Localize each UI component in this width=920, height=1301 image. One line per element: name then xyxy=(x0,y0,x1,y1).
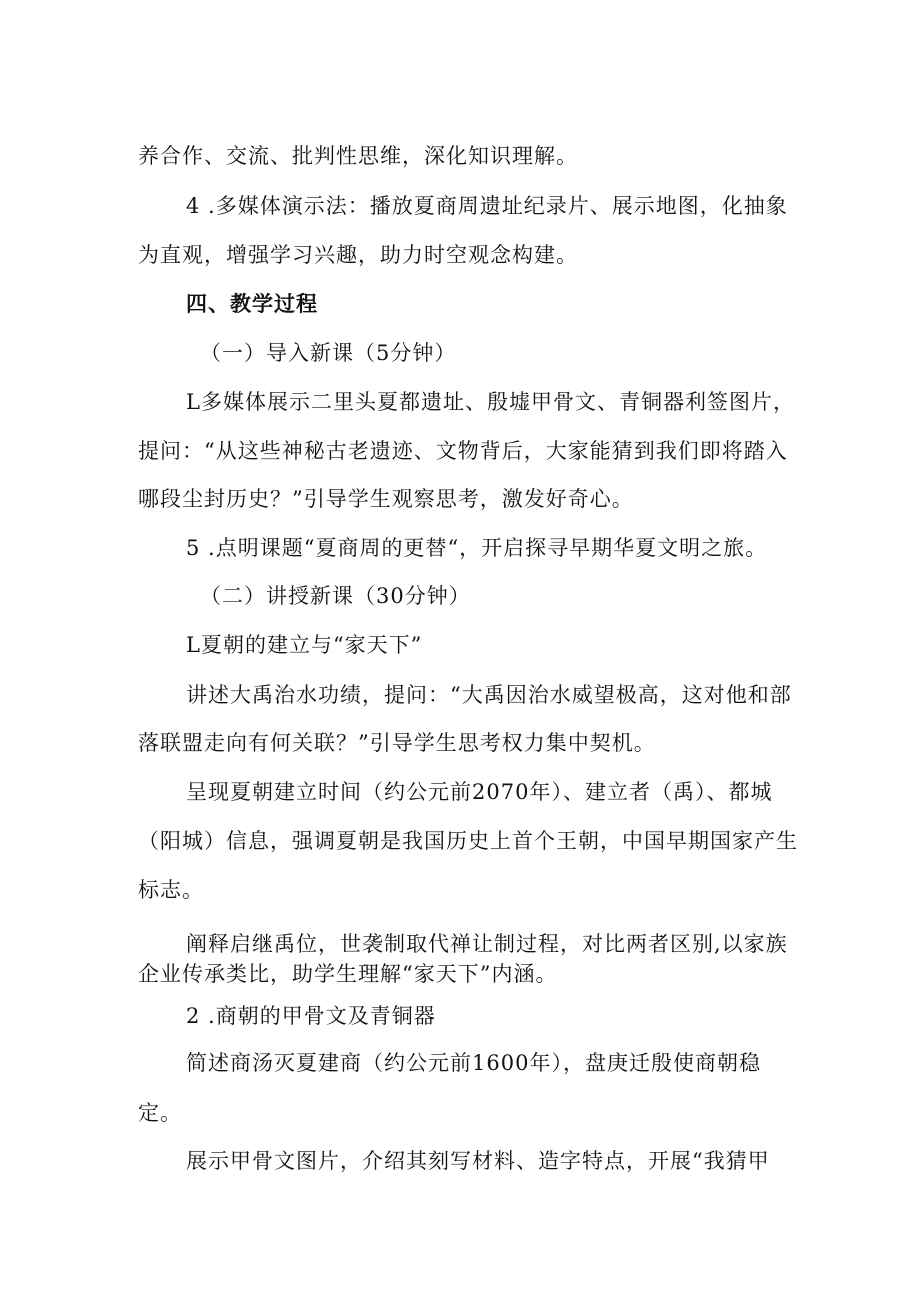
text-line-18: 企业传承类比，助学生理解“家天下”内涵。 xyxy=(138,962,558,986)
text-line-17: 阐释启继禹位，世袭制取代禅让制过程，对比两者区别,以家族 xyxy=(186,932,788,956)
text-line-6: L多媒体展示二里头夏都遗址、殷墟甲骨文、青铜器利签图片， xyxy=(186,390,795,414)
section-heading: 四、教学过程 xyxy=(186,292,318,316)
text-line-3: 为直观，增强学习兴趣，助力时空观念构建。 xyxy=(138,243,578,267)
subsection-heading-2: （二）讲授新课（30分钟） xyxy=(200,584,471,608)
text-line-13: 落联盟走向有何关联？”引导学生思考权力集中契机。 xyxy=(138,731,656,755)
text-line-20: 简述商汤灭夏建商（约公元前1600年），盘庚迁殷使商朝稳 xyxy=(186,1051,761,1075)
text-line-14: 呈现夏朝建立时间（约公元前2070年）、建立者（禹）、都城 xyxy=(186,780,773,804)
text-line-2: 4 .多媒体演示法：播放夏商周遗址纪录片、展示地图，化抽象 xyxy=(186,194,788,218)
text-line-16: 标志。 xyxy=(138,878,204,902)
text-line-21: 定。 xyxy=(138,1101,182,1125)
subsection-heading-1: （一）导入新课（5分钟） xyxy=(200,341,457,365)
text-line-8: 哪段尘封历史？”引导学生观察思考，激发好奇心。 xyxy=(138,487,634,511)
text-line-9: 5 .点明课题“夏商周的更替“，开启探寻早期华夏文明之旅。 xyxy=(186,536,768,560)
text-line-12: 讲述大禹治水功绩，提问：“大禹因治水威望极高，这对他和部 xyxy=(186,683,792,707)
text-line-19: 2 .商朝的甲骨文及青铜器 xyxy=(186,1004,436,1028)
text-line-7: 提问：“从这些神秘古老遗迹、文物背后，大家能猜到我们即将踏入 xyxy=(138,439,788,463)
text-line-15: （阳城）信息，强调夏朝是我国历史上首个王朝，中国早期国家产生 xyxy=(138,829,798,853)
text-line-1: 养合作、交流、批判性思维，深化知识理解。 xyxy=(138,144,578,168)
text-line-22: 展示甲骨文图片，介绍其刻写材料、造字特点，开展“我猜甲 xyxy=(186,1149,770,1173)
text-line-11: L夏朝的建立与“家天下” xyxy=(186,633,423,657)
